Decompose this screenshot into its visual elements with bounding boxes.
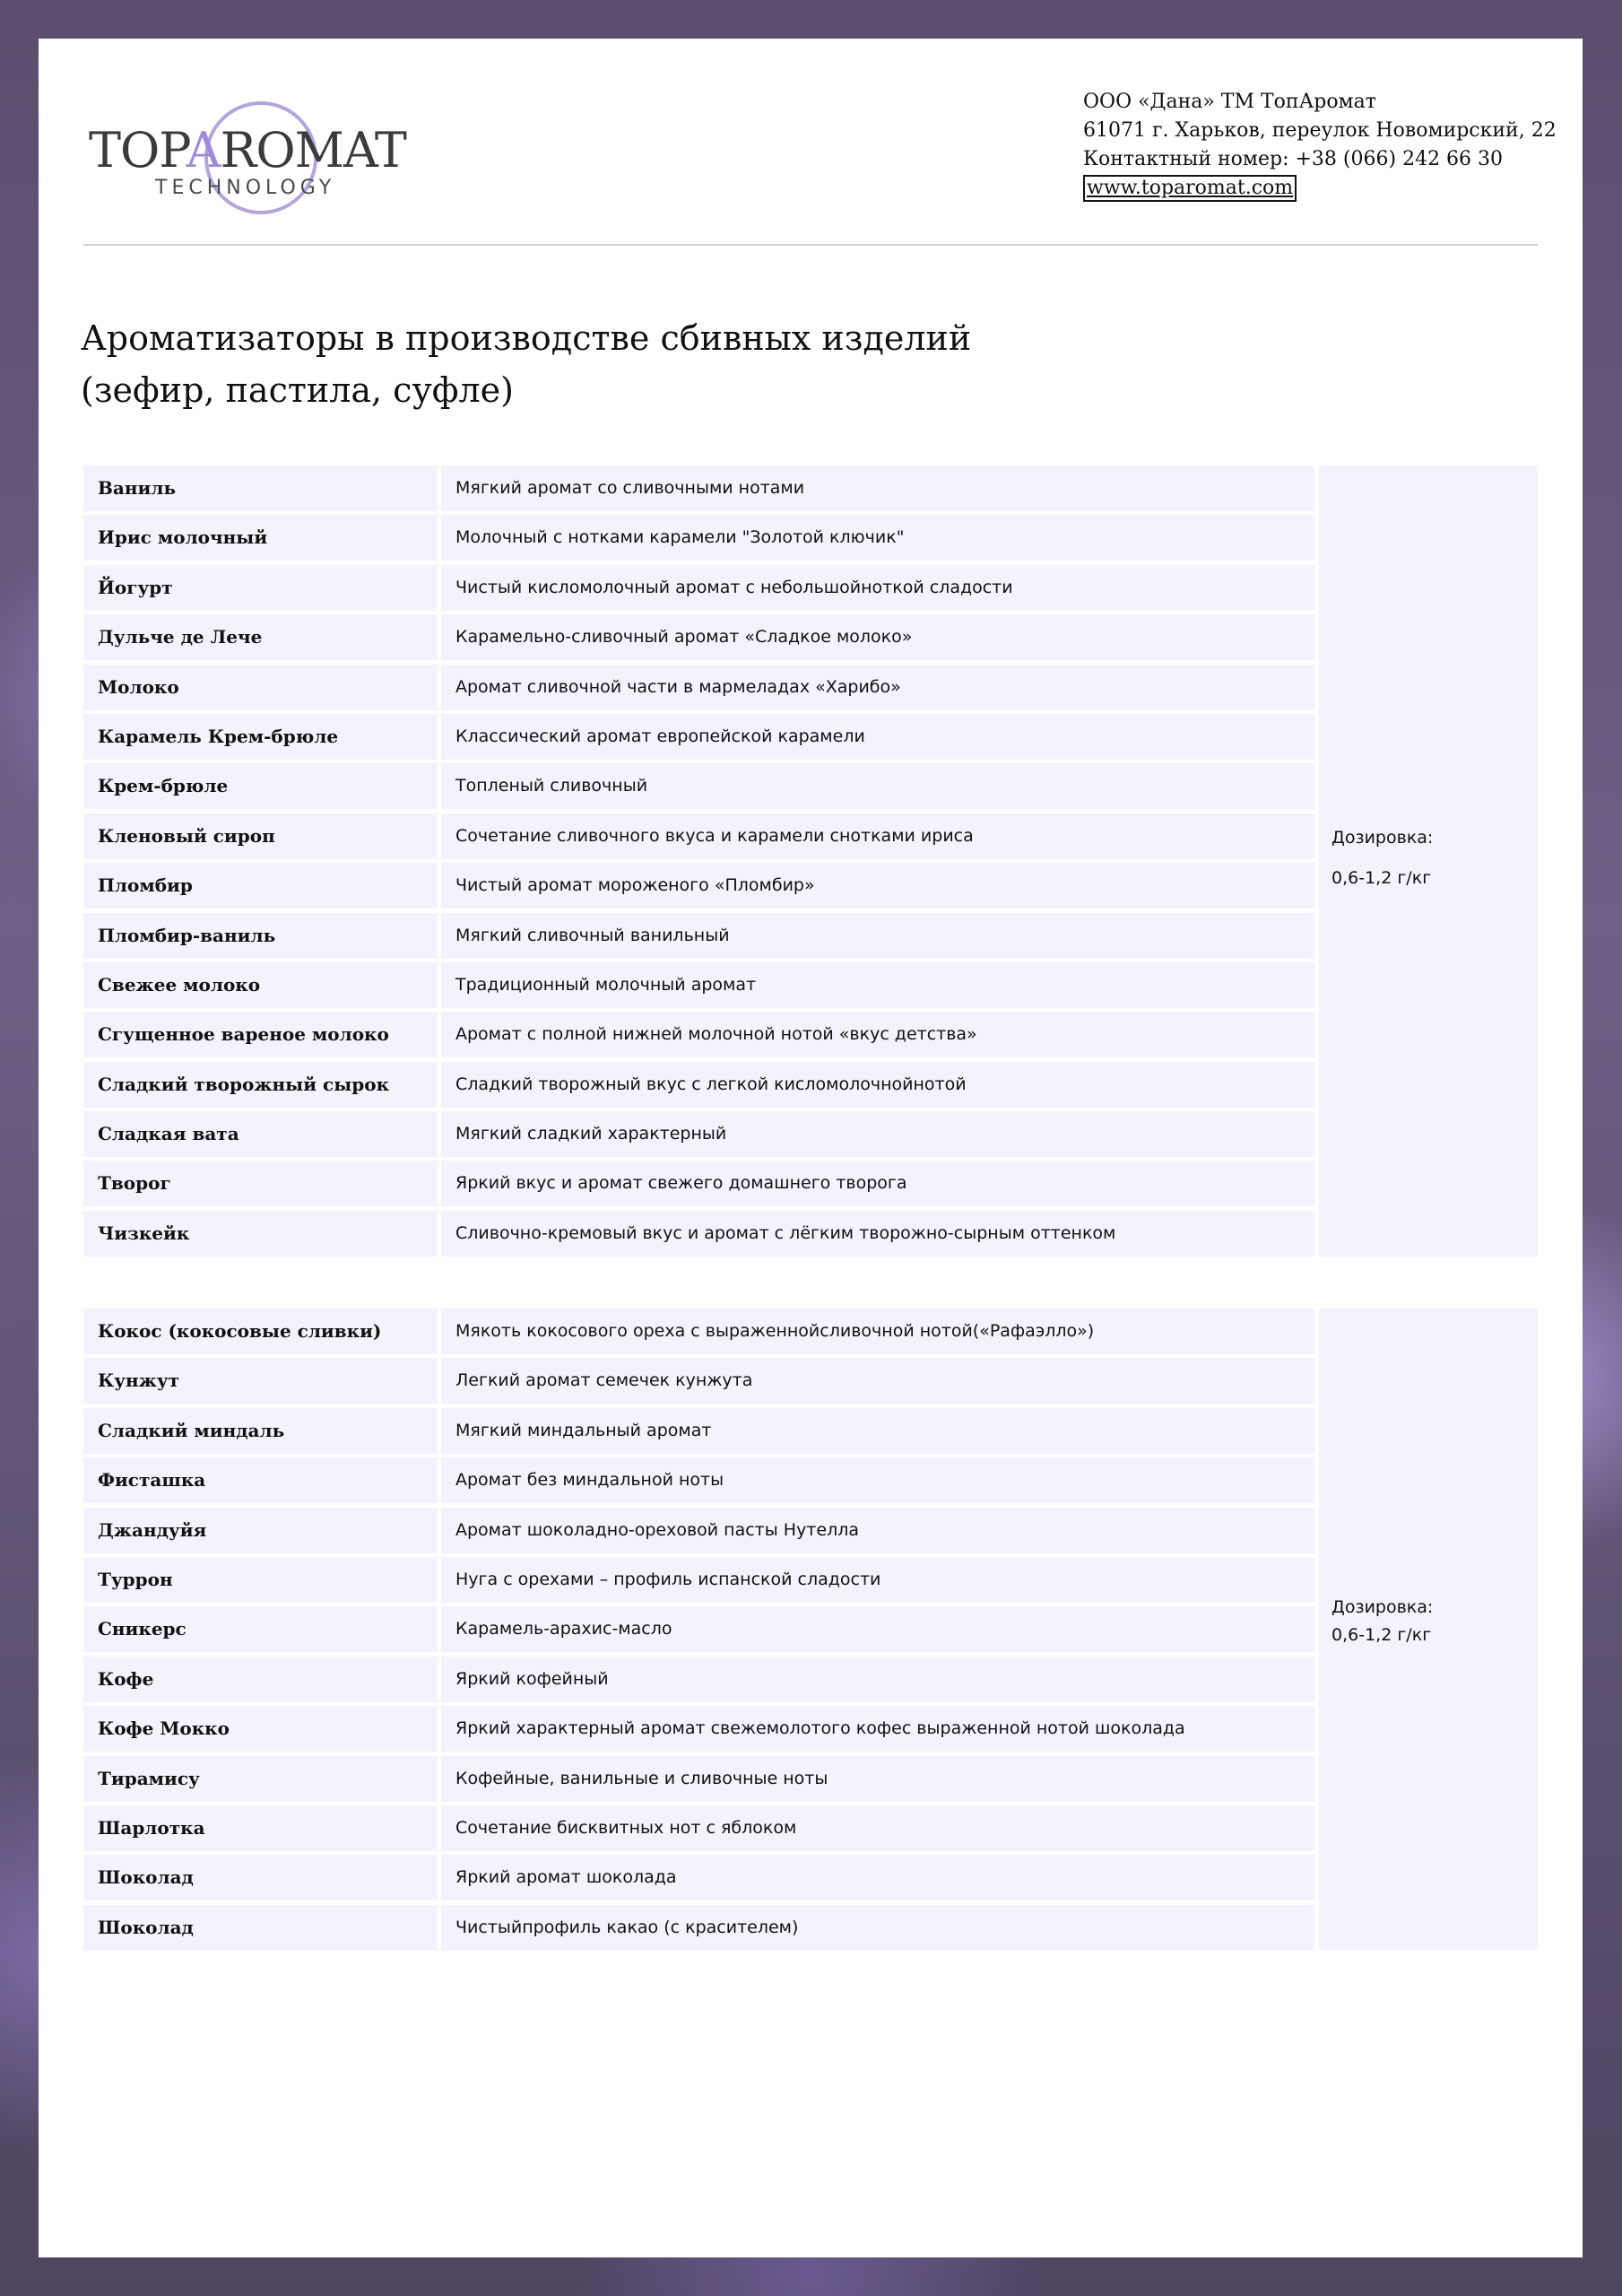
flavor-name: Туррон [83, 1557, 438, 1603]
table-row [83, 614, 1314, 660]
flavor-description: Аромат сливочной части в мармеладах «Харибо» [441, 665, 1314, 710]
flavor-name: Шарлотка [83, 1805, 438, 1851]
table-row [83, 465, 1314, 511]
company-name: ООО «Дана» ТМ ТопАромат [1083, 91, 1376, 113]
table-row [83, 962, 1314, 1008]
document-page [39, 39, 1583, 2257]
table-row [83, 1408, 1314, 1454]
table-row [83, 515, 1314, 561]
table-row [83, 1855, 1314, 1900]
flavor-description: Чистый аромат мороженого «Пломбир» [441, 863, 1314, 909]
flavor-name: Шоколад [83, 1905, 438, 1951]
table-row [83, 1161, 1314, 1206]
flavor-table-2-rows [83, 1309, 1314, 1954]
table-row [83, 714, 1314, 760]
flavor-description: Чистыйпрофиль какао (с красителем) [441, 1905, 1314, 1951]
flavor-name: Карамель Крем-брюле [83, 714, 438, 760]
dosage-cell [1319, 1309, 1538, 1950]
flavor-description: Мягкий аромат со сливочными нотами [441, 465, 1314, 511]
flavor-description: Молочный с нотками карамели "Золотой ключик" [441, 515, 1314, 561]
flavor-description: Аромат без миндальной ноты [441, 1457, 1314, 1503]
table-row [83, 1012, 1314, 1057]
logo-word-accent: A [186, 122, 221, 178]
flavor-name: Творог [83, 1161, 438, 1206]
flavor-description: Чистый кисломолочный аромат с небольшойноткой сладости [441, 565, 1314, 611]
flavor-description: Сочетание бисквитных нот с яблоком [441, 1805, 1314, 1851]
flavor-table-2 [83, 1309, 1538, 1952]
flavor-description: Яркий аромат шоколада [441, 1855, 1314, 1900]
flavor-table-1-rows [83, 465, 1314, 1260]
flavor-description: Карамельно-сливочный аромат «Сладкое молоко» [441, 614, 1314, 660]
flavor-name: Сладкий творожный сырок [83, 1062, 438, 1108]
flavor-description: Яркий характерный аромат свежемолотого кофес выраженной нотой шоколада [441, 1706, 1314, 1752]
dosage-value: 0,6-1,2 г/кг [1331, 868, 1432, 888]
dosage-label: Дозировка: [1331, 828, 1434, 848]
flavor-description: Аромат с полной нижней молочной нотой «вкус детства» [441, 1012, 1314, 1057]
dosage-cell [1319, 465, 1538, 1257]
logo-wordmark [89, 124, 406, 178]
flavor-name: Ирис молочный [83, 515, 438, 561]
page-title-line-2: (зефир, пастила, суфле) [81, 370, 514, 410]
flavor-name: Пломбир-ваниль [83, 913, 438, 959]
flavor-description: Легкий аромат семечек кунжута [441, 1358, 1314, 1404]
table-row [83, 1111, 1314, 1157]
table-row [83, 1805, 1314, 1851]
table-row [83, 1358, 1314, 1404]
table-row [83, 1062, 1314, 1108]
page-title-line-1: Ароматизаторы в производстве сбивных изделий [81, 318, 972, 358]
flavor-description: Кофейные, ванильные и сливочные ноты [441, 1756, 1314, 1802]
flavor-name: Сникерс [83, 1606, 438, 1652]
flavor-name: Дульче де Лече [83, 614, 438, 660]
logo-subtitle: TECHNOLOGY [155, 177, 336, 199]
flavor-description: Карамель-арахис-масло [441, 1606, 1314, 1652]
table-row [83, 1706, 1314, 1752]
flavor-description: Сладкий творожный вкус с легкой кисломолочнойнотой [441, 1062, 1314, 1108]
flavor-name: Сладкая вата [83, 1111, 438, 1157]
flavor-name: Кофе Мокко [83, 1706, 438, 1752]
table-row [83, 665, 1314, 710]
table-row [83, 863, 1314, 909]
contact-block [1083, 88, 1567, 203]
flavor-name: Крем-брюле [83, 763, 438, 809]
flavor-description: Нуга с орехами – профиль испанской сладости [441, 1557, 1314, 1603]
table-row [83, 763, 1314, 809]
page-title [81, 312, 1157, 416]
table-row [83, 565, 1314, 611]
flavor-name: Кофе [83, 1657, 438, 1702]
flavor-name: Пломбир [83, 863, 438, 909]
dosage-label: Дозировка: [1331, 1597, 1434, 1617]
flavor-description: Яркий кофейный [441, 1657, 1314, 1702]
table-row [83, 1905, 1314, 1951]
logo-word-before: TOP [89, 122, 186, 178]
table-row [83, 913, 1314, 959]
flavor-description: Сочетание сливочного вкуса и карамели снотками ириса [441, 813, 1314, 859]
flavor-table-1 [83, 465, 1538, 1259]
flavor-name: Кленовый сироп [83, 813, 438, 859]
flavor-description: Традиционный молочный аромат [441, 962, 1314, 1008]
flavor-name: Кокос (кокосовые сливки) [83, 1309, 438, 1354]
toparomat-logo [89, 100, 412, 225]
website-link[interactable]: www.toparomat.com [1083, 175, 1297, 202]
table-row [83, 1557, 1314, 1603]
flavor-description: Классический аромат европейской карамели [441, 714, 1314, 760]
table-row [83, 1508, 1314, 1553]
flavor-name: Йогурт [83, 565, 438, 611]
flavor-description: Мягкий сливочный ванильный [441, 913, 1314, 959]
flavor-name: Джандуйя [83, 1508, 438, 1553]
flavor-description: Топленый сливочный [441, 763, 1314, 809]
table-row [83, 1606, 1314, 1652]
table-row [83, 1457, 1314, 1503]
flavor-description: Мякоть кокосового ореха с выраженнойсливочной нотой(«Рафаэлло») [441, 1309, 1314, 1354]
table-row [83, 1657, 1314, 1702]
flavor-name: Молоко [83, 665, 438, 710]
flavor-description: Мягкий миндальный аромат [441, 1408, 1314, 1454]
logo-word-after: ROMAT [220, 122, 406, 178]
flavor-description: Мягкий сладкий характерный [441, 1111, 1314, 1157]
flavor-name: Свежее молоко [83, 962, 438, 1008]
table-row [83, 813, 1314, 859]
dosage-value: 0,6-1,2 г/кг [1331, 1625, 1432, 1645]
header-divider [83, 244, 1538, 246]
company-phone: Контактный номер: +38 (066) 242 66 30 [1083, 148, 1504, 170]
flavor-description: Сливочно-кремовый вкус и аромат с лёгким творожно-сырным оттенком [441, 1211, 1314, 1257]
flavor-description: Яркий вкус и аромат свежего домашнего творога [441, 1161, 1314, 1206]
flavor-name: Фисташка [83, 1457, 438, 1503]
flavor-name: Сгущенное вареное молоко [83, 1012, 438, 1057]
flavor-name: Чизкейк [83, 1211, 438, 1257]
flavor-name: Ваниль [83, 465, 438, 511]
flavor-name: Тирамису [83, 1756, 438, 1802]
flavor-name: Шоколад [83, 1855, 438, 1900]
table-row [83, 1211, 1314, 1257]
flavor-description: Аромат шоколадно-ореховой пасты Нутелла [441, 1508, 1314, 1553]
company-address: 61071 г. Харьков, переулок Новомирский, 22 [1083, 119, 1557, 142]
flavor-name: Сладкий миндаль [83, 1408, 438, 1454]
table-row [83, 1756, 1314, 1802]
table-row [83, 1309, 1314, 1354]
flavor-name: Кунжут [83, 1358, 438, 1404]
